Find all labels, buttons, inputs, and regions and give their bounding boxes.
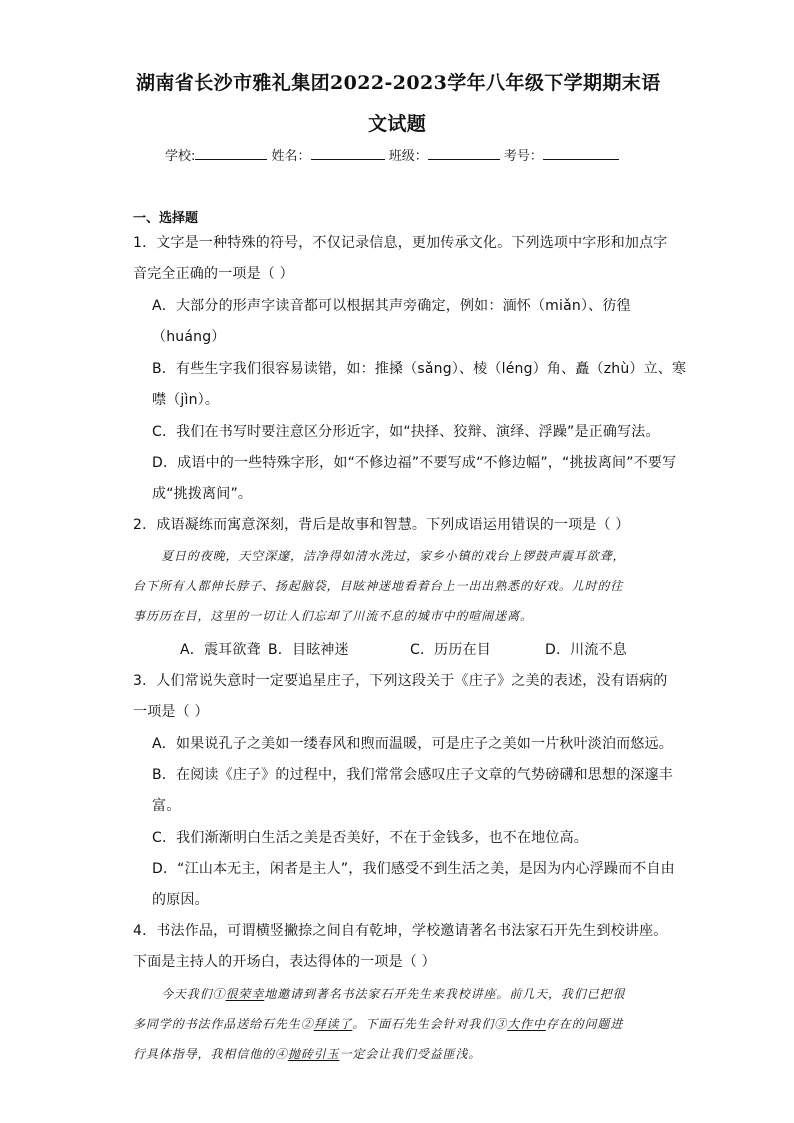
q4-stem-line2: 下面是主持人的开场白，表达得体的一项是（ ） <box>133 954 436 970</box>
info-fields <box>165 145 619 164</box>
q3-option-d: D．“江山本无主，闲者是主人”，我们感受不到生活之美，是因为内心浮躁而不自由 <box>152 861 675 877</box>
q1-option-c: C．我们在书写时要注意区分形近字，如“抉择、狡辩、演绎、浮躁”是正确写法。 <box>152 424 660 440</box>
q4-passage-text: 今天我们① <box>161 987 226 1001</box>
school-label: 学校: <box>165 149 196 164</box>
q4-passage-text: 存在的问题进 <box>545 1017 624 1031</box>
q1-stem-line2: 音完全正确的一项是（ ） <box>133 266 294 282</box>
q3-stem-line2: 一项是（ ） <box>133 704 209 720</box>
class-blank <box>428 145 500 160</box>
q4-passage-line1 <box>161 985 625 1002</box>
exam-number-label: 考号： <box>503 149 543 164</box>
page-title-line1: 湖南省长沙市雅礼集团2022-2023学年八年级下学期期末语 <box>136 72 661 94</box>
q1-stem-line1: 1．文字是一种特殊的符号，不仅记录信息，更加传承文化。下列选项中字形和加点字 <box>133 235 668 251</box>
q3-stem-line1: 3．人们常说失意时一定要追星庄子，下列这段关于《庄子》之美的表述，没有语病的 <box>133 673 668 689</box>
q1-option-a: A．大部分的形声字读音都可以根据其声旁确定，例如：湎怀（miǎn）、彷徨 <box>152 298 631 314</box>
q4-underline-2: 拜读了 <box>313 1017 353 1031</box>
q1-option-b-cont: 噤（jìn）。 <box>152 392 220 408</box>
q4-passage-line3 <box>133 1045 481 1062</box>
q4-passage-text: 多同学的书法作品送给石先生② <box>133 1017 314 1031</box>
q1-option-a-cont: （huáng） <box>152 329 226 345</box>
q3-option-d-cont: 的原因。 <box>152 892 209 908</box>
q3-option-b: B．在阅读《庄子》的过程中，我们常常会感叹庄子文章的气势磅礴和思想的深邃丰 <box>152 767 674 783</box>
page-title-line2: 文试题 <box>368 113 427 135</box>
q3-option-b-cont: 富。 <box>152 798 181 814</box>
q4-passage-text: 地邀请到著名书法家石开先生来我校讲座。前几天，我们已把很 <box>264 987 626 1001</box>
name-blank <box>311 145 385 160</box>
section-heading: 一、选择题 <box>133 211 199 226</box>
q1-option-d: D．成语中的一些特殊字形，如“不修边福”不要写成“不修边幅”，“挑拔离间”不要写 <box>152 455 677 471</box>
school-blank <box>195 145 267 160</box>
q4-underline-1: 很荣幸 <box>225 987 265 1001</box>
q4-stem-line1: 4．书法作品，可谓横竖撇捺之间自有乾坤，学校邀请著名书法家石开先生到校讲座。 <box>133 923 668 939</box>
q2-stem: 2．成语凝练而寓意深刻，背后是故事和智慧。下列成语运用错误的一项是（ ） <box>133 517 630 533</box>
q4-passage-text: 。下面石先生会针对我们③ <box>352 1017 508 1031</box>
q2-passage-line3: 事历历在目，这里的一切让人们忘却了川流不息的城市中的喧闹迷离。 <box>133 609 533 623</box>
q2-option-a: A．震耳欲聋 <box>180 642 261 658</box>
q2-option-c: C．历历在目 <box>410 642 491 658</box>
class-label: 班级： <box>388 149 428 164</box>
q4-underline-3: 大作中 <box>507 1017 546 1031</box>
q1-option-d-cont: 成“挑拨离间”。 <box>152 486 253 502</box>
q1-option-b: B．有些生字我们很容易读错，如：推搡（sǎng）、棱（léng）角、矗（zhù）立、寒 <box>152 361 687 377</box>
name-label: 姓名： <box>271 149 311 164</box>
q2-option-b: B．目眩神迷 <box>268 642 349 658</box>
q4-underline-4: 抛砖引玉 <box>287 1047 340 1061</box>
q2-passage-line1: 夏日的夜晚，天空深邃，洁净得如清水洗过，家乡小镇的戏台上锣鼓声震耳欲聋， <box>161 549 626 563</box>
q3-option-a: A．如果说孔子之美如一缕春风和煦而温暖，可是庄子之美如一片秋叶淡泊而悠远。 <box>152 736 673 752</box>
q2-option-d: D．川流不息 <box>545 642 627 658</box>
q4-passage-text: 一定会让我们受益匪浅。 <box>339 1047 482 1061</box>
q4-passage-line2 <box>133 1015 623 1032</box>
q3-option-c: C．我们渐渐明白生活之美是否美好，不在于金钱多，也不在地位高。 <box>152 830 588 846</box>
q4-passage-text: 行具体指导，我相信他的④ <box>133 1047 288 1061</box>
q2-passage-line2: 台下所有人都伸长脖子、扬起脑袋，目眩神迷地看着台上一出出熟悉的好戏。儿时的往 <box>133 579 624 593</box>
exam-number-blank <box>543 145 619 160</box>
